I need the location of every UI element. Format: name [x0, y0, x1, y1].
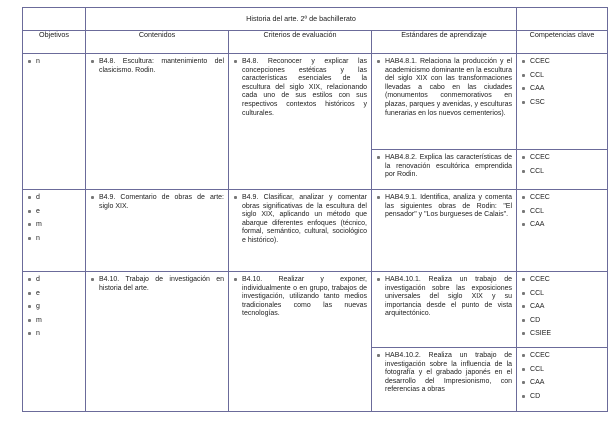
competencia-item: CD — [521, 393, 603, 402]
competencia-item: CCEC — [521, 58, 603, 67]
criterio-text: B4.9. Clasificar, analizar y comentar obras significativas de la escultura del siglo XIX, aplicando un método que abarque diferentes enfoques (técnico, formal, semántico, cultural, sociológico e histórico). — [233, 194, 367, 246]
competencia-item: CAA — [521, 85, 603, 94]
title-blank-cell — [517, 8, 608, 31]
header-row — [23, 31, 608, 54]
estandar-text: HAB4.8.2. Explica las características de la renovación escultórica emprendida por Rodin. — [376, 154, 512, 180]
contenido-text: B4.10. Trabajo de investigación en historia del arte. — [90, 276, 224, 293]
criterio-text: B4.10. Realizar y exponer, individualmente o en grupo, trabajos de investigación, utilizando tanto medios tradicionales como las nuevas tecnologías. — [233, 276, 367, 319]
criterios-cell — [229, 54, 372, 190]
competencia-item: CCEC — [521, 194, 603, 203]
estandar-text: HAB4.8.1. Relaciona la producción y el academicismo dominante en la escultura del siglo XIX con las transformaciones llevadas a cabo en las ciudades (monumentos conmemorativos en plazas, parques y avenidas, y esculturas funerarias en los nuevos cementerios). — [376, 58, 512, 118]
criterio-text: B4.8. Reconocer y explicar las concepciones estéticas y las características esenciales de la escultura del siglo XIX, relacionando cada uno de sus estilos con sus respectivos contextos históricos y culturales. — [233, 58, 367, 118]
header-contenidos: Contenidos — [86, 31, 229, 54]
header-estandares: Estándares de aprendizaje — [372, 31, 517, 54]
competencia-item: CCEC — [521, 154, 603, 163]
objetivo-item: n — [27, 330, 81, 339]
objetivo-item: g — [27, 303, 81, 312]
competencia-item: CSIEE — [521, 330, 603, 339]
objetivos-cell — [23, 190, 86, 272]
objetivo-item: m — [27, 221, 81, 230]
competencia-item: CSC — [521, 99, 603, 108]
objetivo-item: e — [27, 208, 81, 217]
criterios-cell — [229, 190, 372, 272]
estandar-text: HAB4.9.1. Identifica, analiza y comenta las siguientes obras de Rodin: "El pensador" y "Los burgueses de Calais". — [376, 194, 512, 220]
contenidos-cell — [86, 272, 229, 412]
competencias-cell — [517, 150, 608, 190]
header-criterios: Criterios de evaluación — [229, 31, 372, 54]
competencias-cell — [517, 272, 608, 348]
competencia-item: CCL — [521, 366, 603, 375]
contenido-text: B4.8. Escultura: mantenimiento del clasicismo. Rodin. — [90, 58, 224, 75]
table-row — [23, 272, 608, 348]
objetivo-item: m — [27, 317, 81, 326]
competencia-item: CAA — [521, 379, 603, 388]
competencia-item: CCL — [521, 208, 603, 217]
competencia-item: CD — [521, 317, 603, 326]
competencia-item: CCL — [521, 168, 603, 177]
contenidos-cell — [86, 54, 229, 190]
table-row — [23, 190, 608, 272]
competencias-cell — [517, 54, 608, 150]
estandar-cell — [372, 347, 517, 411]
competencias-cell — [517, 347, 608, 411]
objetivo-item: n — [27, 58, 81, 67]
competencia-item: CCL — [521, 290, 603, 299]
competencias-cell — [517, 190, 608, 272]
curriculum-table — [22, 7, 608, 412]
competencia-item: CAA — [521, 303, 603, 312]
estandar-cell — [372, 150, 517, 190]
table-row — [23, 54, 608, 150]
contenido-text: B4.9. Comentario de obras de arte: siglo XIX. — [90, 194, 224, 211]
header-competencias: Competencias clave — [517, 31, 608, 54]
table-title: Historia del arte. 2º de bachillerato — [86, 8, 517, 31]
competencia-item: CAA — [521, 221, 603, 230]
competencia-item: CCEC — [521, 352, 603, 361]
objetivo-item: e — [27, 290, 81, 299]
objetivo-item: n — [27, 235, 81, 244]
objetivos-cell — [23, 54, 86, 190]
estandar-text: HAB4.10.1. Realiza un trabajo de investigación sobre las exposiciones universales del siglo XIX y su importancia desde el punto de vista arquitectónico. — [376, 276, 512, 319]
header-objetivos: Objetivos — [23, 31, 86, 54]
objetivo-item: d — [27, 194, 81, 203]
estandar-text: HAB4.10.2. Realiza un trabajo de investigación sobre la influencia de la fotografía y el grabado japonés en el desarrollo del Impresionismo, con referencias a obras — [376, 352, 512, 395]
competencia-item: CCL — [521, 72, 603, 81]
estandar-cell — [372, 54, 517, 150]
criterios-cell — [229, 272, 372, 412]
table-title-row — [23, 8, 608, 31]
estandar-cell — [372, 190, 517, 272]
objetivos-cell — [23, 272, 86, 412]
competencia-item: CCEC — [521, 276, 603, 285]
title-blank-cell — [23, 8, 86, 31]
contenidos-cell — [86, 190, 229, 272]
objetivo-item: d — [27, 276, 81, 285]
estandar-cell — [372, 272, 517, 348]
